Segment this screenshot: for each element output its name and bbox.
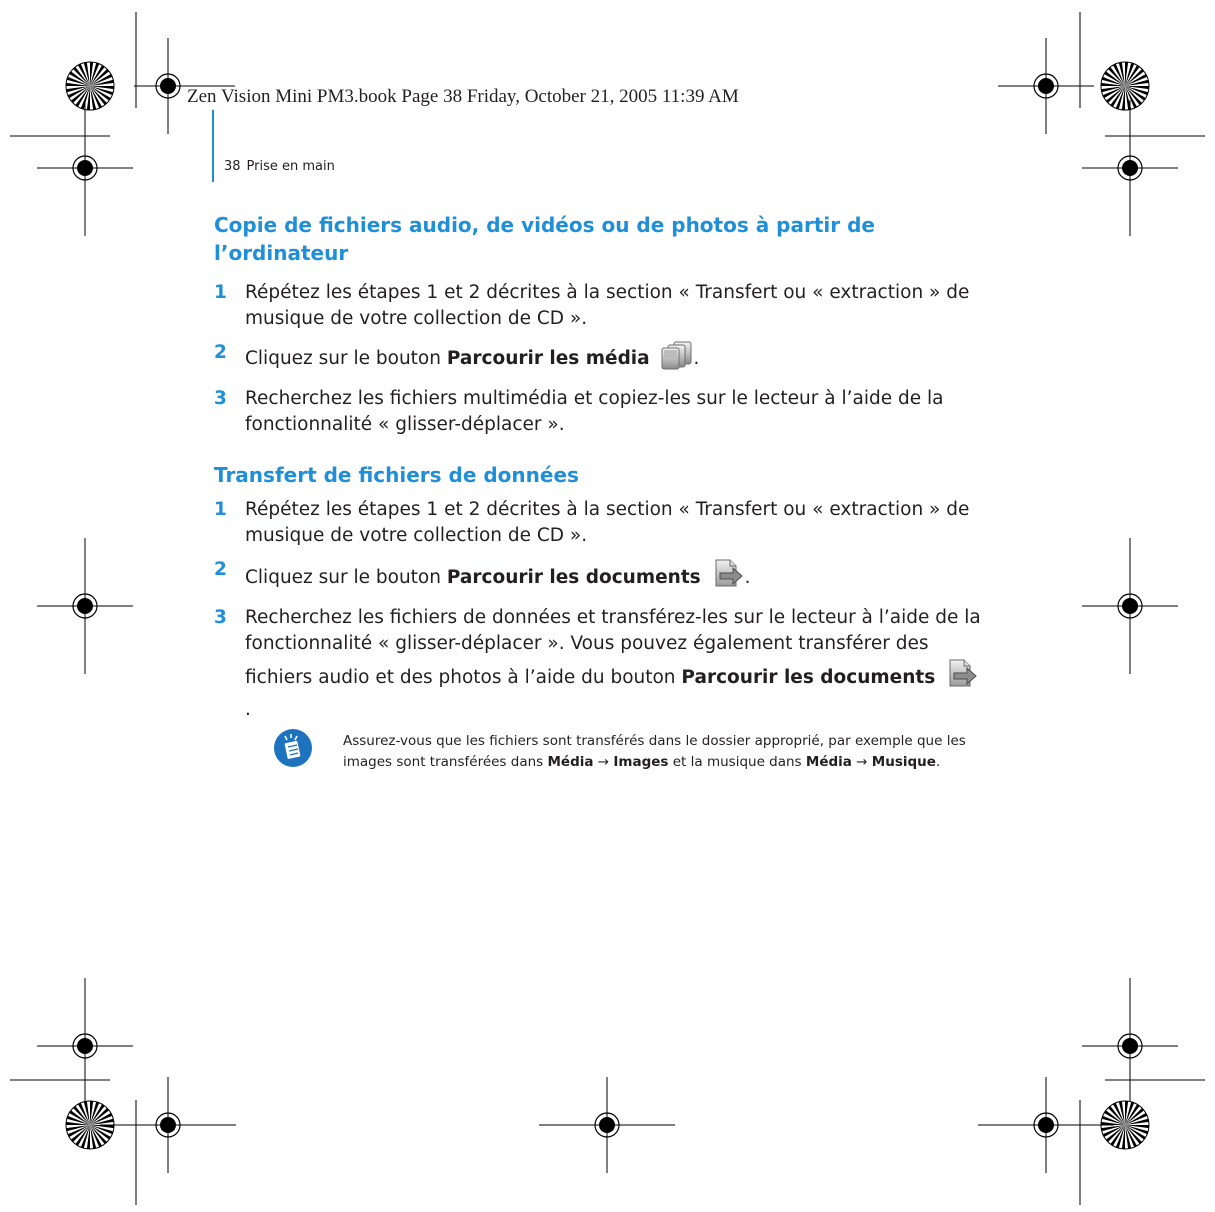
section-name: Prise en main bbox=[246, 159, 335, 174]
note-folder-media: Média bbox=[547, 754, 594, 770]
step-item bbox=[214, 605, 984, 723]
step-text: Recherchez les fichiers de données et transférez-les sur le lecteur à l’aide de la fonctionnalité « glisser-déplacer ». Vous pouvez également transférer des fichiers audio et des photos à l’aide du bouton bbox=[245, 607, 981, 688]
margin-rule bbox=[212, 110, 214, 182]
heading-copy-files: Copie de fichiers audio, de vidéos ou de photos à partir de l’ordinateur bbox=[214, 213, 875, 265]
step-item bbox=[214, 280, 984, 332]
step-number: 2 bbox=[214, 342, 227, 363]
step-number: 3 bbox=[214, 607, 227, 628]
step-item bbox=[214, 557, 984, 597]
step-number: 1 bbox=[214, 282, 227, 303]
note-folder-media: Média bbox=[805, 754, 852, 770]
note-text-part: et la musique dans bbox=[668, 754, 806, 770]
step-text: Répétez les étapes 1 et 2 décrites à la section « Transfert ou « extraction » de musique de votre collection de CD ». bbox=[245, 499, 970, 546]
step-text-end: . bbox=[744, 567, 751, 588]
running-head bbox=[224, 159, 335, 174]
note-folder-music: Musique bbox=[871, 754, 936, 770]
button-name-document-browser: Parcourir les documents bbox=[681, 667, 936, 688]
book-header-line: Zen Vision Mini PM3.book Page 38 Friday, October 21, 2005 11:39 AM bbox=[187, 86, 739, 107]
step-number: 2 bbox=[214, 559, 227, 580]
step-text: Répétez les étapes 1 et 2 décrites à la section « Transfert ou « extraction » de musique de votre collection de CD ». bbox=[245, 282, 970, 329]
note-tip-icon bbox=[272, 727, 314, 773]
note-text bbox=[343, 731, 983, 773]
step-text-end: . bbox=[245, 699, 251, 720]
step-text: Cliquez sur le bouton bbox=[245, 567, 447, 588]
step-item bbox=[214, 340, 984, 378]
step-text: Cliquez sur le bouton bbox=[245, 348, 447, 369]
note-arrow: → bbox=[593, 754, 614, 770]
document-arrow-icon bbox=[711, 557, 745, 597]
steps-list-transfer bbox=[214, 497, 984, 731]
note-text-part: Assurez-vous que les fichiers sont transférés dans le dossier approprié, par exemple que les images sont transférées dans bbox=[343, 733, 966, 770]
stacked-media-icon bbox=[660, 340, 694, 378]
document-arrow-icon bbox=[945, 657, 979, 697]
step-number: 1 bbox=[214, 499, 227, 520]
step-number: 3 bbox=[214, 388, 227, 409]
page-number: 38 bbox=[224, 159, 241, 174]
note-text-part: . bbox=[935, 754, 941, 770]
step-text: Recherchez les fichiers multimédia et copiez-les sur le lecteur à l’aide de la fonctionnalité « glisser-déplacer ». bbox=[245, 388, 944, 435]
note-arrow: → bbox=[851, 754, 872, 770]
heading-transfer-data: Transfert de fichiers de données bbox=[214, 463, 579, 487]
step-item bbox=[214, 497, 984, 549]
step-item bbox=[214, 386, 984, 438]
button-name-media-browser: Parcourir les média bbox=[446, 348, 650, 369]
button-name-document-browser: Parcourir les documents bbox=[446, 567, 701, 588]
note-folder-images: Images bbox=[613, 754, 669, 770]
step-text-end: . bbox=[693, 348, 700, 369]
steps-list-copy bbox=[214, 280, 984, 446]
